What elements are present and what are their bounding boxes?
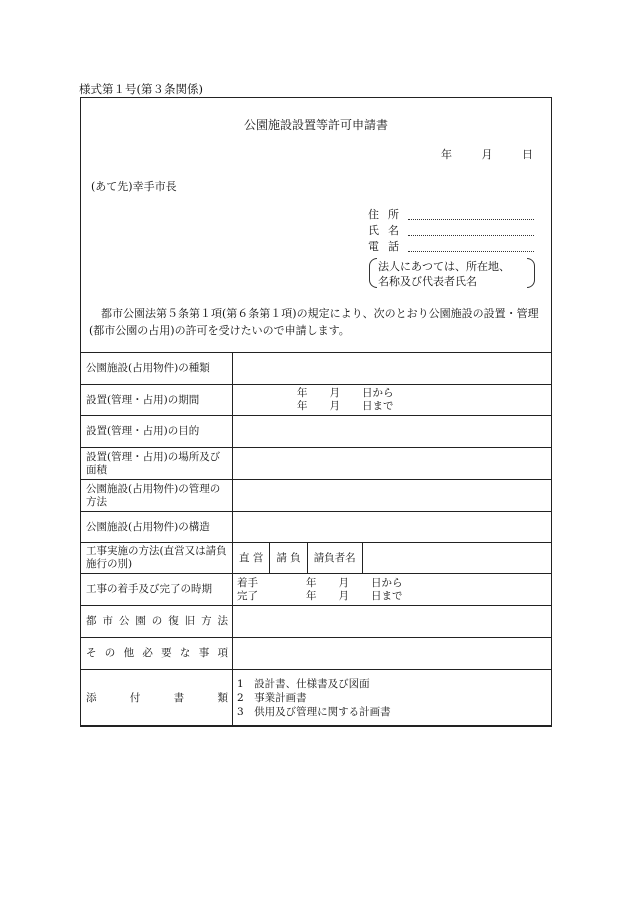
phone-dotted-line [408,240,534,252]
restoration-value[interactable] [233,606,552,638]
attachments-label: 添 付 書 類 [81,670,233,727]
management-label: 公園施設(占用物件)の管理の方法 [81,480,233,512]
addressee: (あて先)幸手市長 [91,180,177,193]
purpose-label: 設置(管理・占用)の目的 [81,416,233,448]
table-row [81,480,552,512]
address-field[interactable] [368,206,534,222]
finish-line: 完了 年 月 日まで [237,589,403,602]
date-year: 年 [441,148,452,161]
type-value[interactable] [233,353,552,385]
form-number-label: 様式第１号(第３条関係) [79,82,203,96]
type-label: 公園施設(占用物件)の種類 [81,353,233,385]
name-field[interactable] [368,222,534,238]
date-line [415,146,533,162]
start-line: 着手 年 月 日から [237,576,403,589]
corporate-note-line1: 法人にあつては、所在地、 [378,260,510,273]
attachment-item-1: 1 設計書、仕様書及び図面 [237,678,370,690]
location-value[interactable] [233,448,552,480]
corporate-note-line2: 名称及び代表者氏名 [378,275,477,288]
contractor-name-label[interactable]: 請負者名 [307,543,362,573]
table-row [81,512,552,543]
attachments-value [233,670,552,727]
other-matters-value[interactable] [233,638,552,670]
table-row [81,670,552,727]
schedule-value[interactable] [233,574,552,606]
structure-label: 公園施設(占用物件)の構造 [81,512,233,543]
table-row [81,385,552,416]
name-label: 氏 名 [368,224,399,237]
address-label: 住 所 [368,208,399,221]
address-dotted-line [408,208,534,220]
form-title: 公園施設設置等許可申請書 [243,118,388,132]
date-day: 日 [522,148,533,161]
phone-label: 電 話 [368,240,399,253]
other-matters-label: そ の 他 必 要 な 事 項 [81,638,233,670]
right-bracket [527,258,535,288]
corporate-note [378,259,510,289]
attachment-item-3: 3 供用及び管理に関する計画書 [237,706,391,718]
location-label: 設置(管理・占用)の場所及び面積 [81,448,233,480]
table-row [81,448,552,480]
attachment-item-2: 2 事業計画書 [237,692,307,704]
name-dotted-line [408,224,534,236]
direct-option[interactable]: 直 営 [233,543,270,573]
construction-method-label: 工事実施の方法(直営又は請負施行の別) [81,543,233,574]
table-row [81,416,552,448]
date-month: 月 [481,148,493,161]
phone-field[interactable] [368,238,534,254]
table-row [81,606,552,638]
application-statement: 都市公園法第５条第１項(第６条第１項)の規定により、次のとおり公園施設の設置・管理(都市公園の占用)の許可を受けたいので申請します。 [89,307,539,337]
restoration-label: 都 市 公 園 の 復 旧 方 法 [81,606,233,638]
schedule-label: 工事の着手及び完了の時期 [81,574,233,606]
table-row [81,353,552,385]
period-label: 設置(管理・占用)の期間 [81,385,233,416]
period-to: 年 月 日まで [297,400,394,412]
management-value[interactable] [233,480,552,512]
application-table [80,352,552,727]
table-row [81,574,552,606]
period-from: 年 月 日から [297,387,394,399]
table-row [81,638,552,670]
period-value[interactable] [233,385,552,416]
construction-method-value [233,543,552,574]
structure-value[interactable] [233,512,552,543]
application-form-frame [80,97,552,726]
contract-option[interactable]: 請 負 [270,543,307,573]
left-bracket [369,258,377,288]
purpose-value[interactable] [233,416,552,448]
table-row [81,543,552,574]
construction-method-options [233,543,363,573]
